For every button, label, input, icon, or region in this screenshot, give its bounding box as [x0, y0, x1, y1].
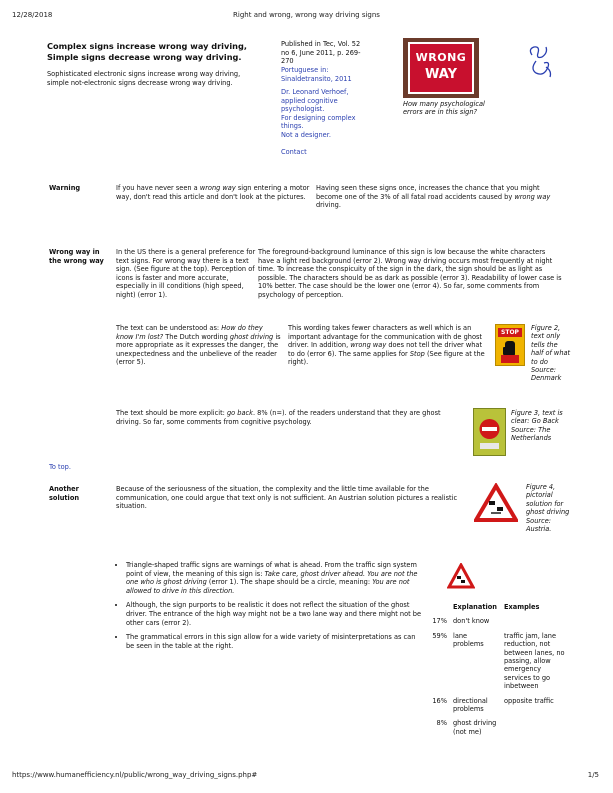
intro-text: Sophisticated electronic signs increase wrong way driving, simple not-electronic signs decrease wrong way driving.	[47, 70, 241, 87]
print-title: Right and wrong, wrong way driving signs	[233, 11, 380, 19]
table-header-examples: Examples	[504, 603, 540, 611]
sign-word-way: WAY	[425, 67, 457, 82]
stop-sign-text: STOP	[498, 328, 522, 337]
figure-2-caption: Figure 2, text only tells the half of what to do Source: Denmark	[531, 324, 571, 383]
another-solution-label: Another solution	[49, 485, 80, 502]
bullet-realistic: • Although, the sign purports to be realistic it does not reflect the situation of the ghost driver. The entrance of the high way might not be a two lane way and there might not be other cars (error 2).	[126, 601, 424, 627]
figure-3-caption: Figure 3, text is clear: Go Back Source: The Netherlands	[511, 409, 563, 443]
signature-logo	[526, 41, 556, 81]
no-entry-icon	[474, 409, 505, 455]
warning-text-right: Having seen these signs once, increases the chance that you might become one of the 3% of all fatal road accidents caused by wrong way driving.	[316, 184, 551, 210]
print-url[interactable]: https://www.humanefficiency.nl/public/wrong_way_driving_signs.php#	[12, 771, 258, 779]
small-warning-sign	[447, 563, 475, 589]
explanation-table	[428, 603, 578, 742]
table-row: 8% ghost driving (not me)	[436, 719, 497, 736]
page-number: 1/5	[587, 771, 599, 779]
wrong-way-paragraph-4: This wording takes fewer characters as well which is an important advantage for the communication with de ghost driver. In addition, wrong way does not tell the driver what to do (error 6). The same applies for Stop (See figure at the right).	[288, 324, 485, 367]
wrong-way-paragraph-1: In the US there is a general preference for text signs. For wrong way there is a text sign. (See figure at the top). Perception of icons is faster and more accurate, especially in ill conditions (high speed, night) (error 1).	[116, 248, 256, 299]
wrong-way-label: Wrong way in the wrong way	[49, 248, 104, 265]
wrong-way-paragraph-2: The foreground-background luminance of this sign is low because the white characters have a light red background (error 2). Wrong way driving occurs most frequently at night time. To increase the conspicuity of the sign in the dark, the sign should be as light as possible. The characters should be as dark as possible (error 3). Readability of lower case is 10% better. The case should be the lower one (error 4). So far, some comments from psychology of perception.	[258, 248, 562, 299]
table-row: 59% lane problems traffic jam, lane reduction, not between lanes, no passing, allow emergency services to go inbetween	[432, 631, 565, 691]
to-top-link[interactable]: To top.	[49, 463, 71, 471]
table-row: 16% directional problems opposite traffic	[432, 696, 554, 714]
another-solution-text: Because of the seriousness of the situation, the complexity and the little time available for the communication, one could argue that text only is not sufficient. An Austrian solution pictures a realistic situation.	[116, 485, 458, 511]
table-row: 17% don't know	[432, 617, 490, 626]
sign-caption: How many psychological errors are in this sign?	[403, 100, 485, 117]
warning-label: Warning	[49, 184, 81, 192]
wrong-way-paragraph-3: The text can be understood as: How do they know I'm lost? The Dutch wording ghost driving is more appropriate as it expresses the danger, the unexpectedness and the unbelieve of the reader (error 5).	[116, 324, 281, 367]
page-title: Complex signs increase wrong way driving, Simple signs decrease wrong way driving.	[47, 41, 247, 62]
figure-4-caption: Figure 4, pictorial solution for ghost driving Source: Austria.	[526, 483, 570, 534]
author-link[interactable]: Dr. Leonard Verhoef, applied cognitive psychologist. For designing complex things. Not a designer.	[281, 88, 356, 139]
publication-info: Published in Tec, Vol. 52 no 6, June 2011, p. 269- 270	[281, 40, 361, 66]
portuguese-link[interactable]: Portuguese in: Sinaldetransito, 2011	[281, 66, 352, 83]
table-header-explanation: Explanation	[453, 603, 497, 611]
print-date: 12/28/2018	[12, 11, 53, 19]
hand-icon	[496, 337, 524, 365]
wrong-way-sign-photo	[403, 38, 479, 98]
contact-link[interactable]: Contact	[281, 148, 307, 156]
bullet-triangle: • Triangle-shaped traffic signs are warnings of what is ahead. From the traffic sign system point of view, the meaning of this sign is: Take care, ghost driver ahead. You are not the one who is ghost driving (error 1). The shape should be a circle, meaning: You are not allowed to drive in this direction.	[126, 561, 424, 595]
stop-sign-image	[495, 324, 525, 366]
sign-word-wrong: WRONG	[415, 51, 467, 64]
warning-triangle-sign	[474, 483, 518, 523]
warning-text-left: If you have never seen a wrong way sign entering a motor way, don't read this article and don't look at the pictures.	[116, 184, 310, 201]
bullet-list	[114, 561, 424, 656]
wrong-way-paragraph-5: The text should be more explicit: go back. 8% (n=). of the readers understand that they are ghost driving. So far, some comments from cognitive psychology.	[116, 409, 441, 426]
bullet-grammar: • The grammatical errors in this sign allow for a wide variety of misinterpretations as can be seen in the table at the right.	[126, 633, 424, 650]
go-back-sign-image	[473, 408, 506, 456]
